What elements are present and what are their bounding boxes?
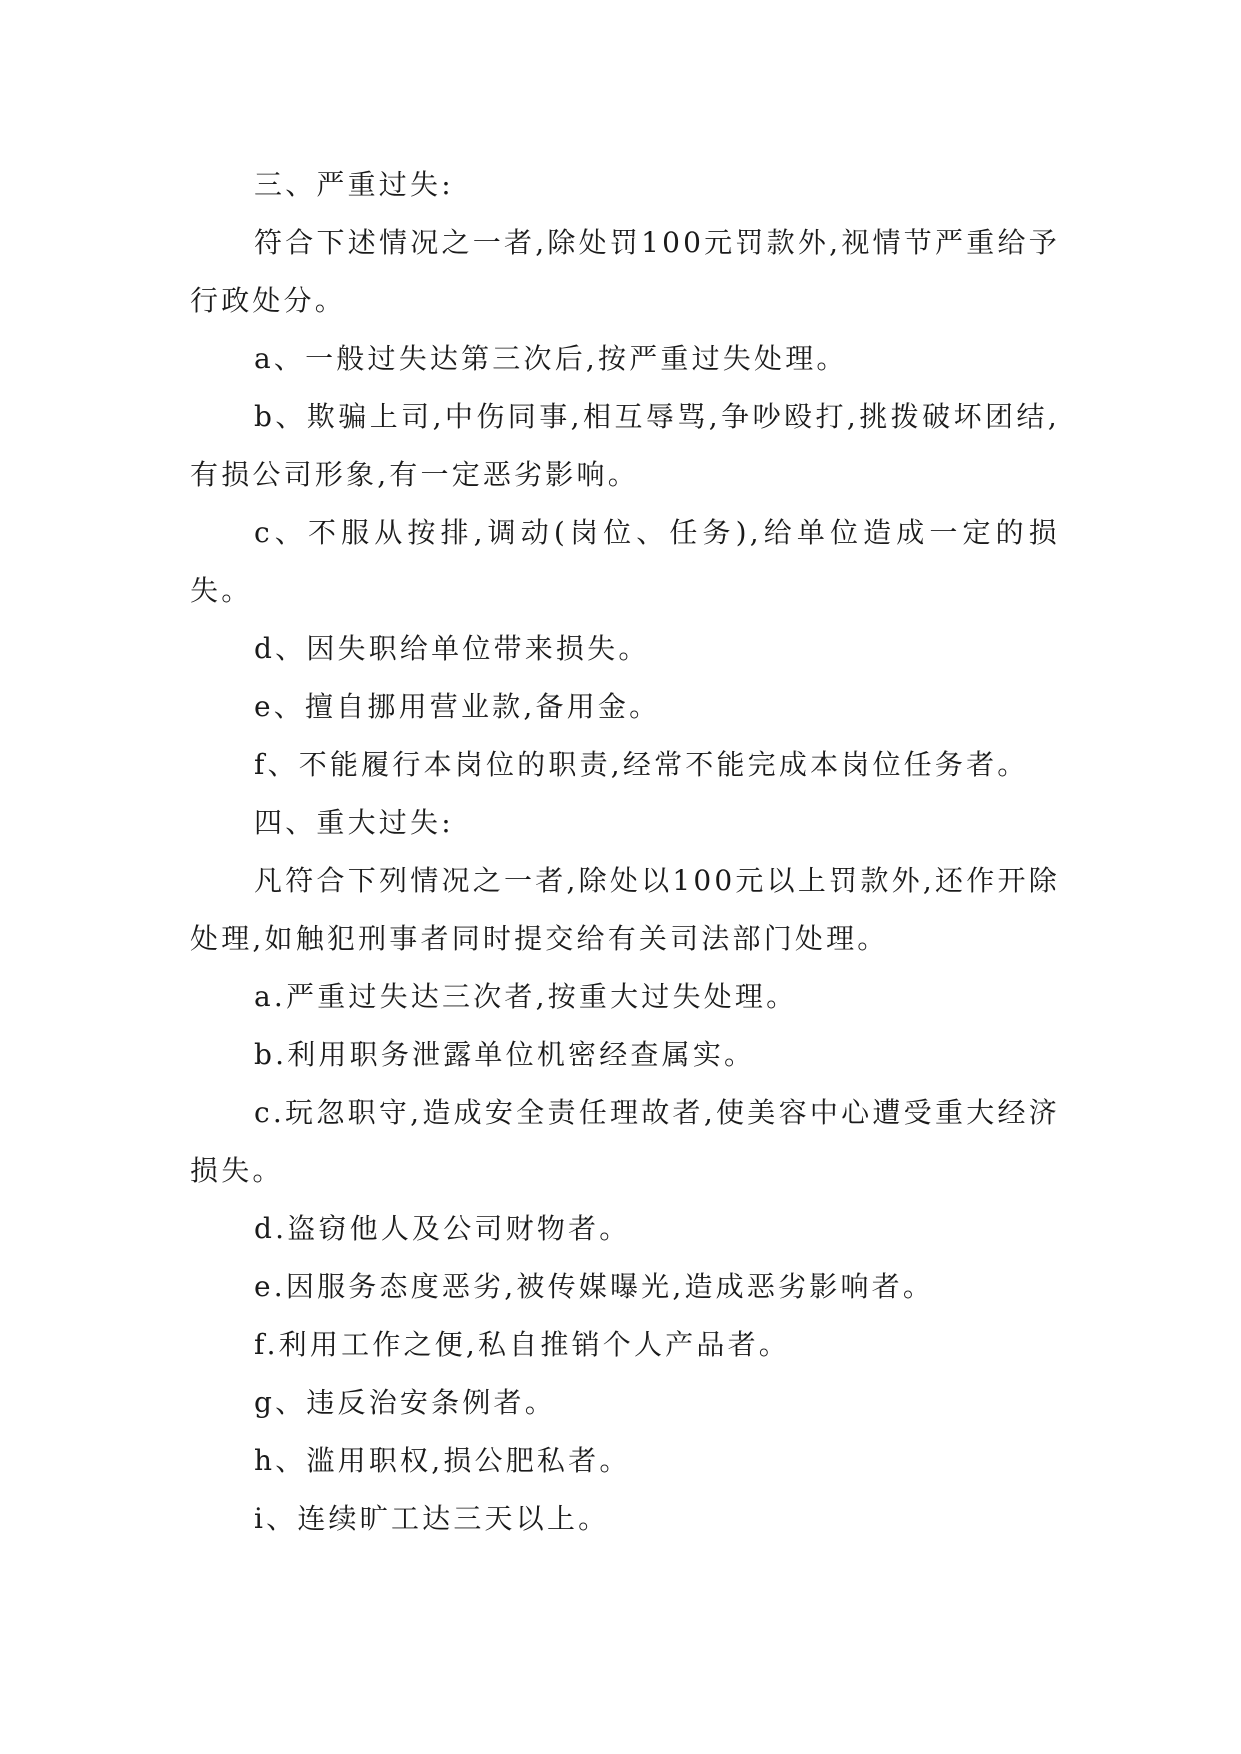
section-4-item-c: c.玩忽职守,造成安全责任理故者,使美容中心遭受重大经济损失。 <box>190 1096 1060 1187</box>
section-3-item-f: f、不能履行本岗位的职责,经常不能完成本岗位任务者。 <box>254 748 1029 781</box>
document-body <box>190 156 1060 1548</box>
section-4-item-a: a.严重过失达三次者,按重大过失处理。 <box>254 980 798 1013</box>
section-3-item-c: c、不服从按排,调动(岗位、任务),给单位造成一定的损失。 <box>190 516 1060 607</box>
section-3-item-b: b、欺骗上司,中伤同事,相互辱骂,争吵殴打,挑拨破坏团结,有损公司形象,有一定恶劣影响。 <box>190 400 1060 491</box>
section-4-heading: 四、重大过失: <box>254 806 454 839</box>
section-3-item-a: a、一般过失达第三次后,按严重过失处理。 <box>254 342 848 375</box>
section-4-intro: 凡符合下列情况之一者,除处以100元以上罚款外,还作开除处理,如触犯刑事者同时提交给有关司法部门处理。 <box>190 864 1060 955</box>
section-4-item-g: g、违反治安条例者。 <box>254 1386 556 1419</box>
section-3-intro: 符合下述情况之一者,除处罚100元罚款外,视情节严重给予行政处分。 <box>190 226 1060 317</box>
section-4-item-e: e.因服务态度恶劣,被传媒曝光,造成恶劣影响者。 <box>254 1270 935 1303</box>
section-4-item-h: h、滥用职权,损公肥私者。 <box>254 1444 631 1477</box>
section-4-item-d: d.盗窃他人及公司财物者。 <box>254 1212 631 1245</box>
section-3-item-d: d、因失职给单位带来损失。 <box>254 632 650 665</box>
section-4-item-b: b.利用职务泄露单位机密经查属实。 <box>254 1038 756 1071</box>
section-3-item-e: e、擅自挪用营业款,备用金。 <box>254 690 661 723</box>
section-4-item-i: i、连续旷工达三天以上。 <box>254 1502 610 1535</box>
section-4-item-f: f.利用工作之便,私自推销个人产品者。 <box>254 1328 790 1361</box>
section-3-heading: 三、严重过失: <box>254 168 454 201</box>
